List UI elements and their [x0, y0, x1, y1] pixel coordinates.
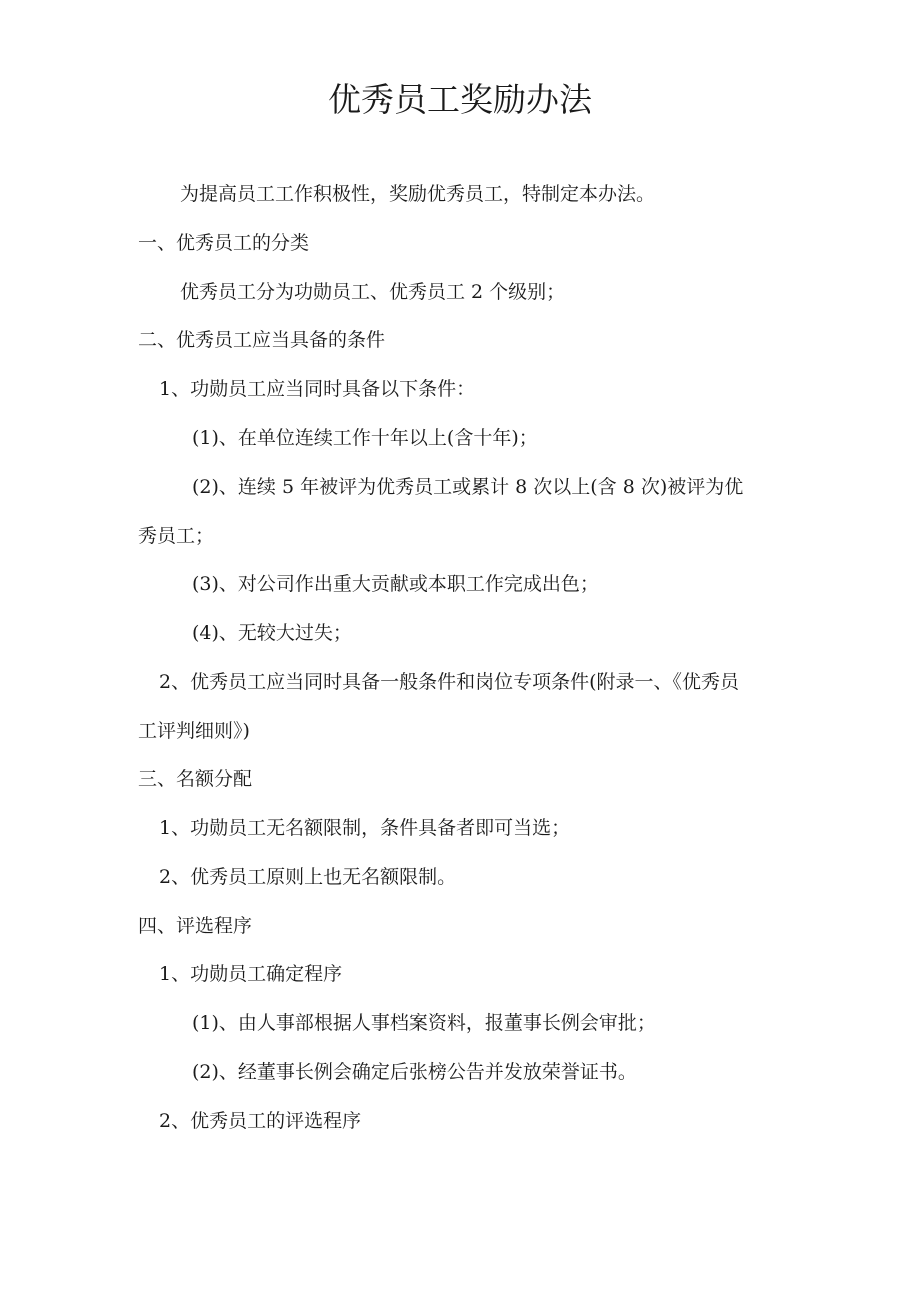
section-4-item-2: 2、优秀员工的评选程序 [159, 1110, 362, 1132]
section-4-subitem-2: (2)、经董事长例会确定后张榜公告并发放荣誉证书。 [192, 1061, 637, 1083]
section-heading-4: 四、评选程序 [138, 915, 253, 937]
section-4-item-1: 1、功勋员工确定程序 [159, 963, 343, 985]
section-2-item-2-continued: 工评判细则》) [138, 720, 250, 742]
section-2-subitem-4: (4)、无较大过失； [192, 622, 352, 644]
document-title: 优秀员工奖励办法 [328, 80, 592, 119]
section-4-subitem-1: (1)、由人事部根据人事档案资料，报董事长例会审批； [192, 1012, 656, 1034]
section-heading-1: 一、优秀员工的分类 [138, 232, 310, 254]
section-heading-2: 二、优秀员工应当具备的条件 [138, 329, 386, 351]
section-2-subitem-2-continued: 秀员工； [138, 525, 215, 547]
section-heading-3: 三、名额分配 [138, 768, 253, 790]
intro-paragraph: 为提高员工工作积极性，奖励优秀员工，特制定本办法。 [180, 183, 656, 205]
section-2-subitem-1: (1)、在单位连续工作十年以上(含十年)； [192, 427, 538, 449]
section-2-item-1: 1、功勋员工应当同时具备以下条件： [159, 378, 476, 400]
section-1-paragraph: 优秀员工分为功勋员工、优秀员工 2 个级别； [180, 281, 566, 303]
section-2-subitem-2: (2)、连续 5 年被评为优秀员工或累计 8 次以上(含 8 次)被评为优 [192, 476, 744, 498]
section-3-item-1: 1、功勋员工无名额限制，条件具备者即可当选； [159, 817, 571, 839]
section-3-item-2: 2、优秀员工原则上也无名额限制。 [159, 866, 457, 888]
section-2-subitem-3: (3)、对公司作出重大贡献或本职工作完成出色； [192, 573, 599, 595]
section-2-item-2: 2、优秀员工应当同时具备一般条件和岗位专项条件(附录一、《优秀员 [159, 671, 740, 693]
